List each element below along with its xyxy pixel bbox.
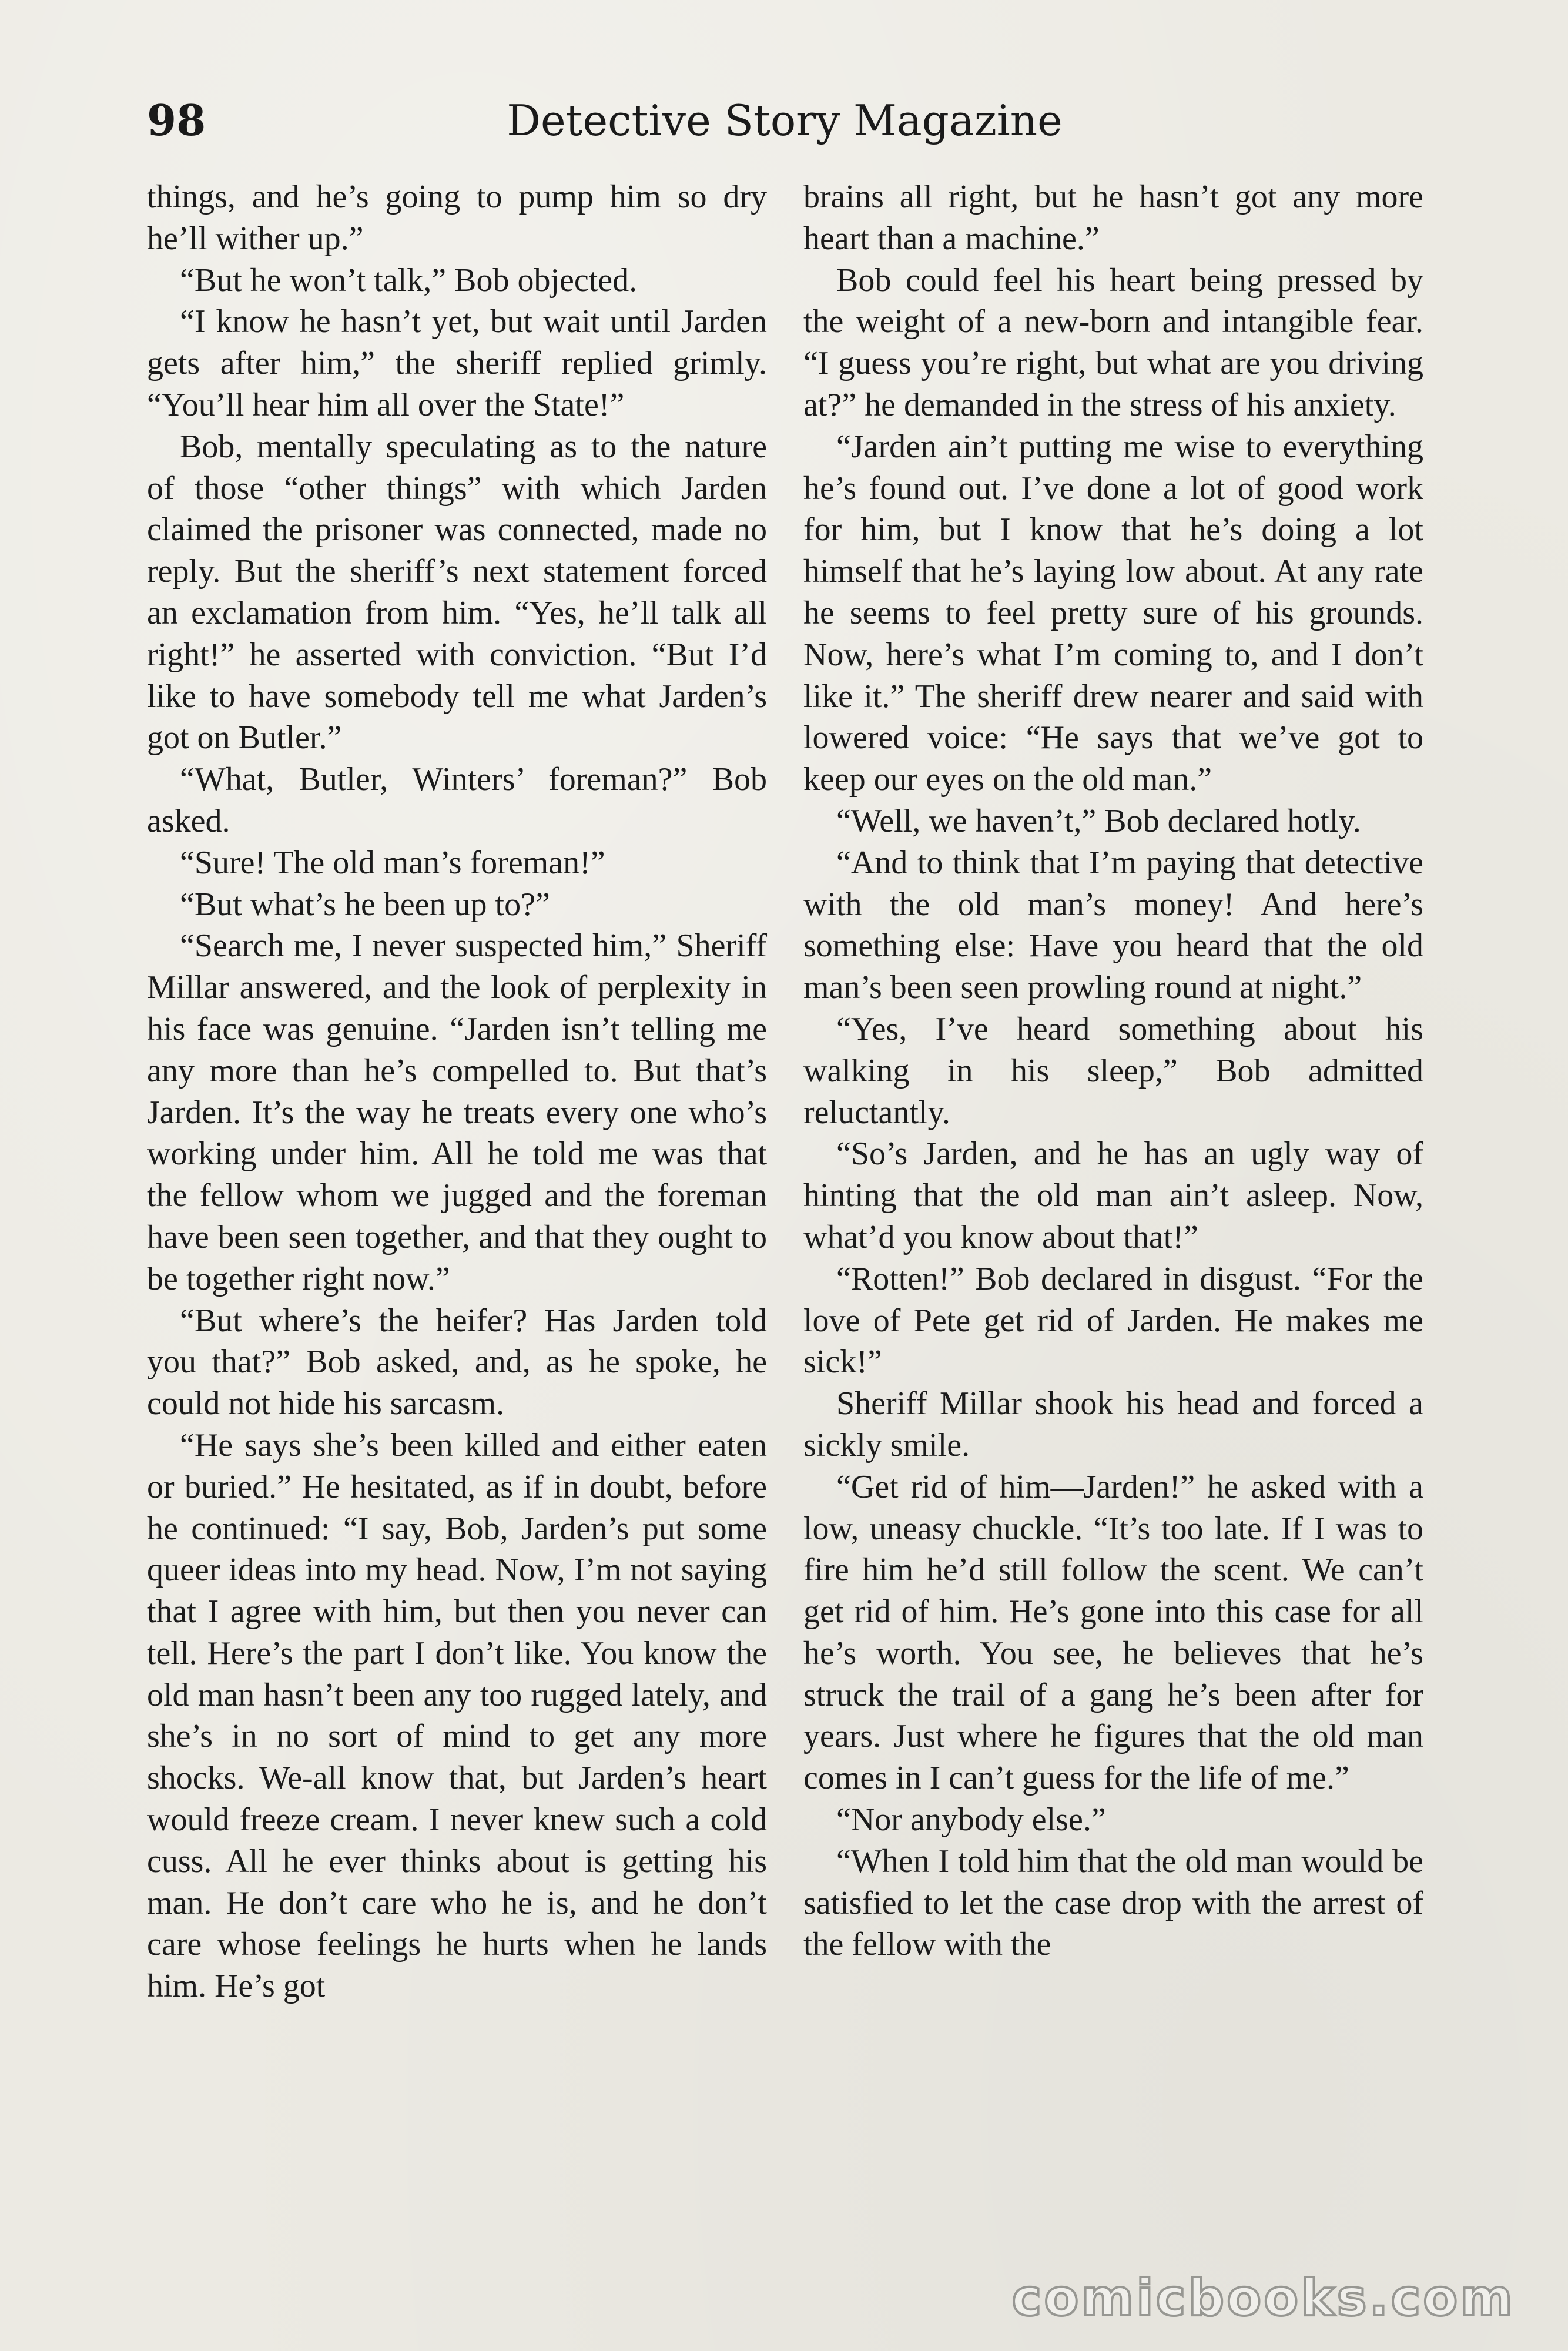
page-number: 98 xyxy=(147,95,206,145)
paragraph: Bob, mentally speculating as to the nature of those “other things” with which Jarden claimed the prisoner was connected, made no reply. But the sheriff’s next statement forced an exclamation from him. “Yes, he’ll talk all right!” he asserted with conviction. “But I’d like to have somebody tell me what Jarden’s got on Butler.” xyxy=(147,428,767,756)
running-title: Detective Story Magazine xyxy=(507,96,1063,145)
paragraph: “But what’s he been up to?” xyxy=(180,886,550,923)
paragraph: things, and he’s going to pump him so dry he’ll wither up.” xyxy=(147,179,767,257)
paragraph: “When I told him that the old man would be satisfied to let the case drop with the arrest of the fellow with the xyxy=(803,1843,1423,1963)
paragraph: brains all right, but he hasn’t got any more heart than a machine.” xyxy=(803,179,1423,257)
paragraph: “Get rid of him—Jarden!” he asked with a low, uneasy chuckle. “It’s too late. If I was to fire him he’d still follow the scent. We can’t get rid of him. He’s gone into this case for all he’s worth. You see, he believes that he’s struck the trail of a gang he’s been after for years. Just where he figures that the old man comes in I can’t guess for the life of me.” xyxy=(803,1468,1423,1797)
right-column xyxy=(803,176,1423,1965)
paragraph: “Rotten!” Bob declared in disgust. “For the love of Pete get rid of Jarden. He makes me sick!” xyxy=(803,1260,1423,1381)
paragraph: “Sure! The old man’s foreman!” xyxy=(180,844,605,881)
paragraph: Bob could feel his heart being pressed by the weight of a new-born and intangible fear. “I guess you’re right, but what are you driving at?” he demanded in the stress of his anxiety. xyxy=(803,262,1423,423)
paragraph: Sheriff Millar shook his head and forced a sickly smile. xyxy=(803,1385,1423,1463)
paragraph: “He says she’s been killed and either eaten or buried.” He hesitated, as if in doubt, before he continued: “I say, Bob, Jarden’s put some queer ideas into my head. Now, I’m not saying that I agree with him, but then you never can tell. Here’s the part I don’t like. You know the old man hasn’t been any too rugged lately, and she’s in no sort of mind to get any more shocks. We-all know that, but Jarden’s heart would freeze cream. I never knew such a cold cuss. All he ever thinks about is getting his man. He don’t care who he is, and he don’t care whose feelings he hurts when he lands him. He’s got xyxy=(147,1426,767,2005)
watermark: comicbooks.com xyxy=(1011,2269,1515,2327)
paragraph: “Nor anybody else.” xyxy=(836,1801,1106,1838)
left-column xyxy=(147,176,767,2007)
paragraph: “So’s Jarden, and he has an ugly way of hinting that the old man ain’t asleep. Now, what’d you know about that!” xyxy=(803,1136,1423,1255)
paragraph: “Yes, I’ve heard something about his walking in his sleep,” Bob admitted reluctantly. xyxy=(803,1010,1423,1131)
paragraph: “I know he hasn’t yet, but wait until Jarden gets after him,” the sheriff replied grimly. “You’ll hear him all over the State!” xyxy=(147,303,767,423)
paragraph: “But he won’t talk,” Bob objected. xyxy=(180,262,638,299)
paragraph: “Jarden ain’t putting me wise to everything he’s found out. I’ve done a lot of good work for him, but I know that he’s doing a lot himself that he’s laying low about. At any rate he seems to feel pretty sure of his grounds. Now, here’s what I’m coming to, and I don’t like it.” The sheriff drew nearer and said with lowered voice: “He says that we’ve got to keep our eyes on the old man.” xyxy=(803,428,1423,798)
paragraph: “But where’s the heifer? Has Jarden told you that?” Bob asked, and, as he spoke, he could not hide his sarcasm. xyxy=(147,1302,767,1422)
page-header xyxy=(147,88,1422,153)
paragraph: “What, Butler, Winters’ foreman?” Bob asked. xyxy=(147,761,767,839)
paragraph: “And to think that I’m paying that detective with the old man’s money! And here’s something else: Have you heard that the old man’s been seen prowling round at night.” xyxy=(803,844,1423,1006)
paragraph: “Well, we haven’t,” Bob declared hotly. xyxy=(836,802,1361,839)
paragraph: “Search me, I never suspected him,” Sheriff Millar answered, and the look of perplexity in his face was genuine. “Jarden isn’t telling me any more than he’s compelled to. But that’s Jarden. It’s the way he treats every one who’s working under him. All he told me was that the fellow whom we jugged and the foreman have been seen together, and that they ought to be together right now.” xyxy=(147,927,767,1297)
